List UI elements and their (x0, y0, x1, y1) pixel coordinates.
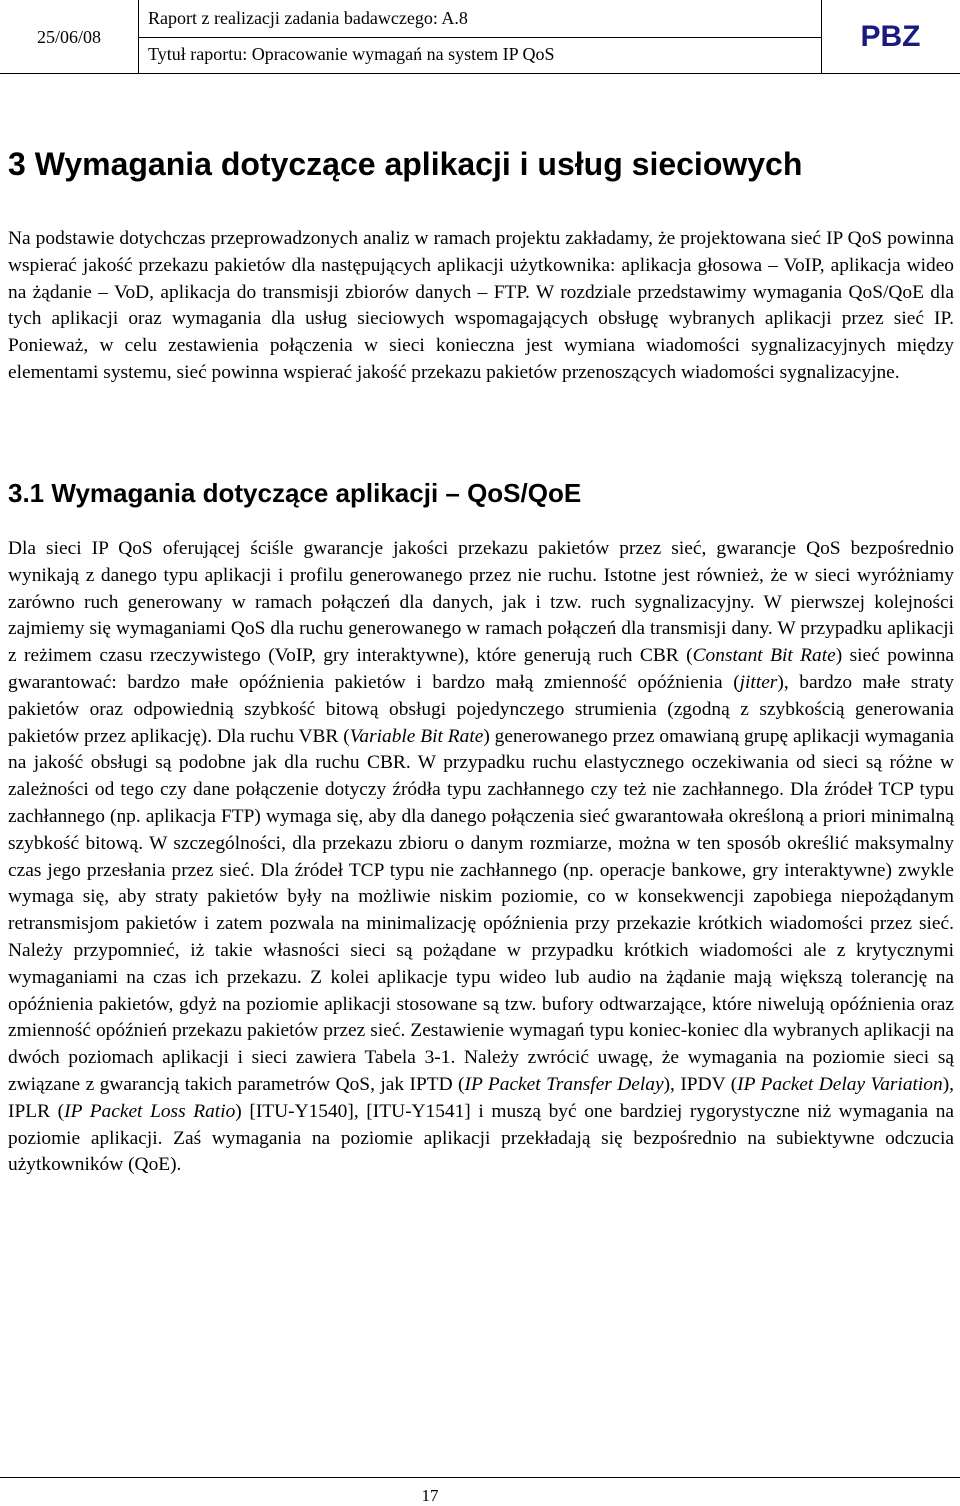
paragraph-text: Dla sieci IP QoS oferującej ściśle gwarancje jakości przekazu pakietów przez sieć, gwarancje QoS bezpośrednio wynikają z danego typu aplikacji i profilu generowanego przez nie ruchu. Istotne jest również, że w sieci wyróżniamy zarówno ruch generowany w ramach połączeń dla danych, jak i tzw. ruch sygnalizacyjny. W pierwszej kolejności zajmiemy się wymaganiami QoS dla ruchu generowanego w ramach połączeń dla transmisji dany. W przypadku aplikacji z reżimem czasu rzeczywistego (VoIP, gry interaktywne), które generują ruch CBR ( (8, 538, 954, 667)
footer-rule (0, 1477, 960, 1478)
term-italic: Variable Bit Rate (349, 725, 484, 747)
term-italic: Constant Bit Rate (692, 645, 836, 667)
paragraph-text: ) generowanego przez omawianą grupę aplikacji wymagania na jakość obsługi są podobne jak dla ruchu CBR. W przypadku ruchu elastycznego oczekiwania od sieci są różne w zależności od tego czy dane połączenie dotyczy źródła typu zachłannego czy też nie zachłannego. Dla źródeł TCP typu zachłannego (np. aplikacja FTP) wymaga się, aby dla danego połączenia sieć gwarantowała określoną a priori minimalną szybkość bitową. W szczególności, dla przekazu zbioru o danym rozmiarze, można w ten sposób określić maksymalny czas jego przesłania przez sieć. Dla źródeł TCP typu nie zachłannego (np. operacje bankowe, gry interaktywne) zwykle wymaga się, aby straty pakietów były na możliwie niskim poziomie, co w konsekwencji zapobiega niepożądanym retransmisjom pakietów i zatem pozwala na minimalizację opóźnienia przy przekazie krótkich wiadomości przez sieć. Należy przypomnieć, iż takie własności sieci są pożądane w przypadku krótkich wiadomości ale z krytycznymi wymaganiami na czas ich przekazu. Z kolei aplikacje typu wideo lub audio na żądanie mają większą tolerancję na opóźnienia pakietów, gdyż na poziomie aplikacji stosowane są tzw. bufory odtwarzające, które niwelują opóźnienia oraz zmienność opóźnień przekazu pakietów przez sieć. Zestawienie wymagań typu koniec-koniec dla wybranych aplikacji na dwóch poziomach aplikacji i sieci zawiera Tabela 3-1. Należy zwrócić uwagę, że wymagania na poziomie sieci są związane z gwarancją takich parametrów QoS, jak IPTD ( (8, 725, 955, 1095)
term-italic: IP Packet Loss Ratio (64, 1100, 236, 1122)
term-italic: IP Packet Transfer Delay (464, 1073, 664, 1095)
subsection-heading: 3.1 Wymagania dotyczące aplikacji – QoS/QoE (8, 478, 582, 508)
section-heading: 3 Wymagania dotyczące aplikacji i usług sieciowych (8, 146, 803, 182)
paragraph-text: ) [ITU-Y1540], [ITU-Y1541] i muszą być one bardziej rygorystyczne niż wymagania na poziomie aplikacji. Zaś wymagania na poziomie aplikacji przekładają się bezpośrednio na subiektywne odczucia użytkowników (QoE). (8, 1100, 954, 1176)
paragraph-text: ) sieć powinna gwarantować: bardzo małe opóźnienia pakietów i bardzo małą zmienność opóźnienia ( (8, 645, 955, 693)
header-title-line: Tytuł raportu: Opracowanie wymagań na system IP QoS (148, 44, 555, 64)
header-divider-middle (138, 37, 821, 38)
paragraph-text: ), IPLR ( (8, 1073, 954, 1122)
header-report-line: Raport z realizacji zadania badawczego: A.8 (148, 8, 468, 28)
term-italic: jitter (739, 671, 778, 693)
header-logo: PBZ (860, 20, 921, 53)
page-header (0, 0, 960, 74)
subsection-paragraph (8, 536, 954, 1179)
header-bottom-rule (0, 73, 960, 74)
header-divider-right (821, 0, 822, 74)
paragraph-text: ), IPDV ( (663, 1073, 738, 1095)
section-paragraph: Na podstawie dotychczas przeprowadzonych analiz w ramach projektu zakładamy, że projektowana sieć IP QoS powinna wspierać jakość przekazu pakietów dla następujących aplikacji użytkownika: aplikacja głosowa – VoIP, aplikacja wideo na żądanie – VoD, aplikacja do transmisji zbiorów danych – FTP. W rozdziale przedstawimy wymagania QoS/QoE dla tych aplikacji oraz wymagania dla usług sieciowych wspomagających obsługę wybranych aplikacji przez sieć IP. Ponieważ, w celu zestawienia połączenia w sieci konieczna jest wymiana wiadomości sygnalizacyjnych między elementami systemu, sieć powinna wspierać jakość przekazu pakietów przenoszących wiadomości sygnalizacyjne. (8, 228, 954, 383)
term-italic: IP Packet Delay Variation (737, 1073, 943, 1095)
paragraph-text: ), bardzo małe straty pakietów oraz odpowiednią szybkość bitową obsługi pojedynczego strumienia (zgodną z szybkością generowania pakietów przez aplikację). Dla ruchu VBR ( (8, 671, 954, 747)
header-date: 25/06/08 (36, 26, 101, 47)
page-number: 17 (421, 1486, 439, 1505)
